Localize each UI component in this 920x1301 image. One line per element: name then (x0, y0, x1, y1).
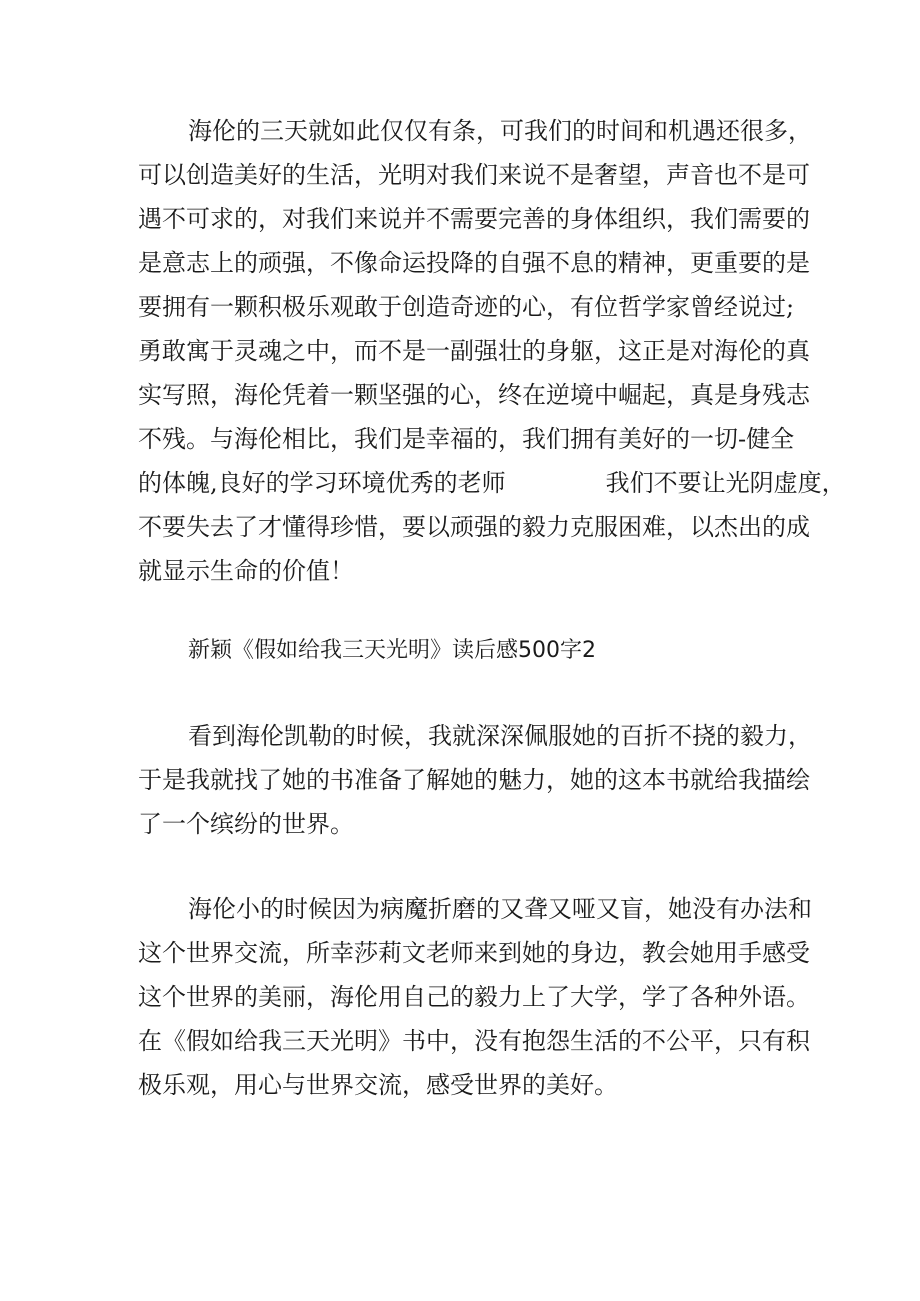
paragraph-2-line-3: 了一个缤纷的世界。 (138, 810, 354, 838)
paragraph-1-line-4: 是意志上的顽强，不像命运投降的自强不息的精神，更重要的是 (138, 249, 810, 277)
paragraph-1-line-9-head: 的体魄,良好的学习环境优秀的老师 (138, 469, 506, 497)
section-heading: 新颖《假如给我三天光明》读后感500字2 (188, 638, 596, 663)
paragraph-1-line-1: 海伦的三天就如此仅仅有条，可我们的时间和机遇还很多， (188, 117, 812, 145)
paragraph-1-line-11: 就显示生命的价值！ (138, 557, 354, 585)
paragraph-1-line-9 (138, 468, 846, 498)
paragraph-1-line-8: 不残。与海伦相比，我们是幸福的，我们拥有美好的一切-健全 (138, 425, 795, 453)
paragraph-3-line-4: 在《假如给我三天光明》书中，没有抱怨生活的不公平，只有积 (138, 1027, 810, 1055)
paragraph-2-line-2: 于是我就找了她的书准备了解她的魅力，她的这本书就给我描绘 (138, 766, 810, 794)
paragraph-1-line-3: 遇不可求的，对我们来说并不需要完善的身体组织，我们需要的 (138, 205, 810, 233)
paragraph-3-line-5: 极乐观，用心与世界交流，感受世界的美好。 (138, 1071, 618, 1099)
paragraph-1-line-6: 勇敢寓于灵魂之中，而不是一副强壮的身躯，这正是对海伦的真 (138, 337, 810, 365)
paragraph-1-line-10: 不要失去了才懂得珍惜，要以顽强的毅力克服困难，以杰出的成 (138, 513, 810, 541)
paragraph-3-line-2: 这个世界交流，所幸莎莉文老师来到她的身边，教会她用手感受 (138, 939, 810, 967)
paragraph-1-line-2: 可以创造美好的生活，光明对我们来说不是奢望，声音也不是可 (138, 161, 810, 189)
paragraph-2-line-1: 看到海伦凯勒的时候，我就深深佩服她的百折不挠的毅力， (188, 722, 812, 750)
paragraph-1-line-5: 要拥有一颗积极乐观敢于创造奇迹的心，有位哲学家曾经说过; (138, 293, 795, 321)
paragraph-1-line-7: 实写照，海伦凭着一颗坚强的心，终在逆境中崛起，真是身残志 (138, 381, 810, 409)
paragraph-3-line-1: 海伦小的时候因为病魔折磨的又聋又哑又盲，她没有办法和 (188, 895, 812, 923)
paragraph-1-line-9-tail: 我们不要让光阴虚度， (605, 469, 846, 497)
paragraph-3-line-3: 这个世界的美丽，海伦用自己的毅力上了大学，学了各种外语。 (138, 983, 810, 1011)
